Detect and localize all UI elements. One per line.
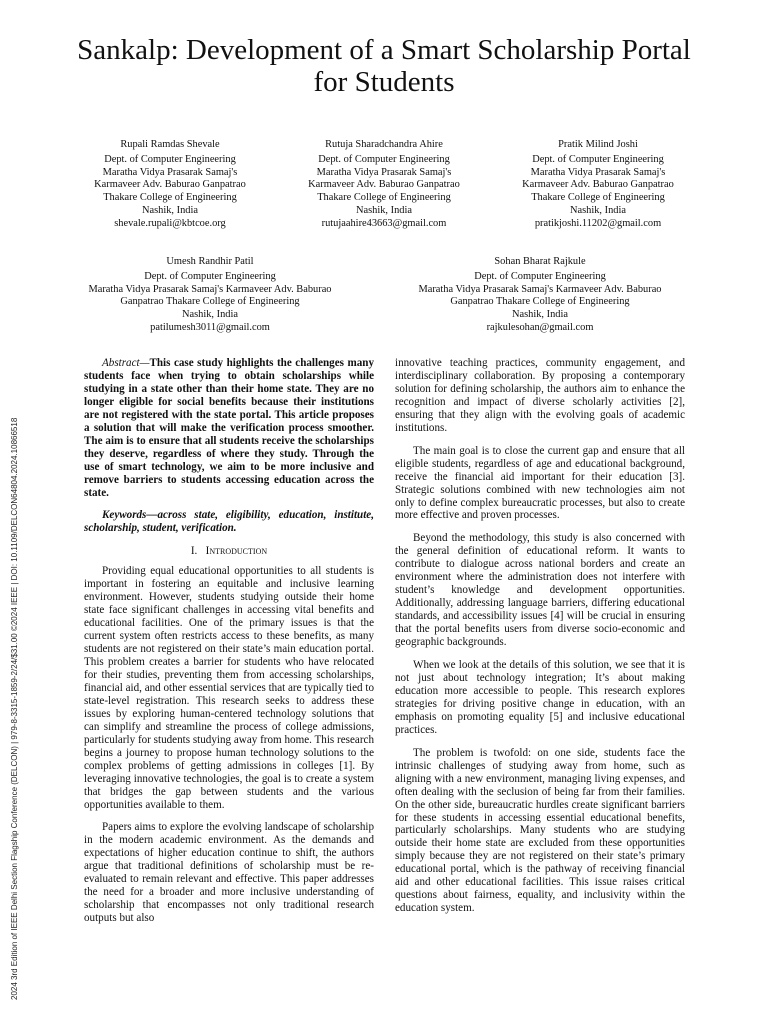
author-affiliation: Ganpatrao Thakare College of Engineering [450,296,630,308]
body-paragraph: innovative teaching practices, community engagement, and interdisciplinary collaboration. By proposing a contemporary solution for defining scholarship, the authors aim to enhance the recognition and impact of diverse scholarly activities [2], ensuring that they align with the evolving goals of academic institutions. [395,357,685,434]
author-affiliation: Thakare College of Engineering [103,192,237,204]
section-title: Introduction [205,545,268,558]
author-affiliation: Karmaveer Adv. Baburao Ganpatrao [308,179,460,191]
author-affiliation: Maratha Vidya Prasarak Samaj's [316,166,452,178]
body-paragraph: Papers aims to explore the evolving landscape of scholarship in the modern academic environment. As the demands and expectations of higher education continue to shift, the authors argue that traditional definitions of scholarship must be re-evaluated to remain relevant and effective. This paper addresses the need for a broader and more inclusive understanding of scholarship that encompasses not only traditional research outputs but also [84,821,374,925]
author-block [55,139,285,231]
author-affiliation: Maratha Vidya Prasarak Samaj's [530,166,666,178]
author-location: Nashik, India [570,204,626,216]
left-column [84,357,374,935]
doi-sidebar: 2024 3rd Edition of IEEE Delhi Section Flagship Conference (DELCON) | 979-8-3315-1859-2/24/$31.00 ©2024 IEEE | DOI: 10.1109/DELCON64804.2024.10866518 [10,417,19,1000]
author-name: Rutuja Sharadchandra Ahire [325,139,443,150]
author-affiliation: Dept. of Computer Engineering [144,270,276,282]
author-affiliation: Dept. of Computer Engineering [318,153,450,165]
author-email: patilumesh3011@gmail.com [150,321,270,333]
body-paragraph: Beyond the methodology, this study is also concerned with the general definition of educational reform. It wants to contribute to dialogue across national borders and create an environment where the administration does not interfere with student’s knowledge and development opportunities. Additionally, addressing language barriers, differing educational standards, and accessibility issues [4] will be crucial in ensuring that the portal benefits users from diverse socio-economic and geographic backgrounds. [395,532,685,649]
body-paragraph: When we look at the details of this solution, we see that it is not just about technology integration; It’s about making education more accessible to people. This research explores strategies for driving positive change in education, with an emphasis on promoting equality [5] and inclusive educational practices. [395,659,685,736]
author-affiliation: Thakare College of Engineering [531,192,665,204]
author-name: Pratik Milind Joshi [558,139,638,150]
author-block [390,256,690,335]
right-column [395,357,685,925]
body-paragraph: The problem is twofold: on one side, students face the intrinsic challenges of studying away from home, such as aligning with a new environment, managing living expenses, and often dealing with the seclusion of being far from their families. On the other side, bureaucratic hurdles create significant barriers for these students in accessing essential educational benefits, particularly scholarships. Many students who are studying outside their home state are excluded from these opportunities simply because they are not registered on their state’s primary educational portal, which is the pathway of receiving financial aid and other educational facilities. This issue raises critical questions about fairness, equality, and inclusivity within the education system. [395,746,685,915]
author-name: Rupali Ramdas Shevale [120,139,220,150]
author-affiliation: Thakare College of Engineering [317,192,451,204]
author-name: Sohan Bharat Rajkule [494,256,586,267]
author-affiliation: Maratha Vidya Prasarak Samaj's Karmaveer Adv. Baburao [88,283,332,295]
author-location: Nashik, India [142,204,198,216]
abstract [84,357,374,499]
keywords-text: across state, eligibility, education, institute, scholarship, student, verification. [84,509,374,535]
author-affiliation: Ganpatrao Thakare College of Engineering [120,296,300,308]
author-email: rajkulesohan@gmail.com [486,321,594,333]
author-affiliation: Maratha Vidya Prasarak Samaj's Karmaveer Adv. Baburao [418,283,662,295]
author-block [60,256,360,335]
body-paragraph: The main goal is to close the current gap and ensure that all eligible students, regardless of age and educational background, receive the financial aid important for their education [3]. Strategic solutions combined with new technologies aim not only to define complex bureaucratic processes, but also to create more effective and proven processes. [395,444,685,522]
author-email: rutujaahire43663@gmail.com [321,217,447,229]
author-block [269,139,499,231]
author-email: shevale.rupali@kbtcoe.org [114,217,226,229]
abstract-text: This case study highlights the challenges many students face when trying to obtain scholarships while studying in a state other than their home state. They are no longer eligible for social benefits because their institutions are not registered with the state portal. This article proposes a solution that will make the verification process smoother. The aim is to ensure that all students receive the scholarships they deserve, regardless of where they study. Through the use of smart technology, we aim to be more inclusive and remove barriers to students accessing education across the state. [84,357,374,499]
author-affiliation: Dept. of Computer Engineering [474,270,606,282]
section-heading [84,545,374,558]
author-location: Nashik, India [512,309,568,321]
author-location: Nashik, India [182,309,238,321]
keywords [84,509,374,535]
author-affiliation: Dept. of Computer Engineering [532,153,664,165]
author-email: pratikjoshi.11202@gmail.com [534,217,662,229]
author-affiliation: Maratha Vidya Prasarak Samaj's [102,166,238,178]
section-number: I. [190,545,198,558]
keywords-label: Keywords— [102,509,158,522]
author-affiliation: Karmaveer Adv. Baburao Ganpatrao [94,179,246,191]
abstract-label: Abstract— [102,357,150,369]
author-affiliation: Karmaveer Adv. Baburao Ganpatrao [522,179,674,191]
body-paragraph: Providing equal educational opportunities to all students is important in fostering an equitable and inclusive learning environment. However, students studying outside their home state face significant challenges in accessing vital benefits and educational facilities. One of the primary issues is that the current system often restricts access to these benefits, as many students are not registered on their state’s main education portal. This problem creates a barrier for students who have relocated for their studies, preventing them from accessing scholarships, financial aid, and other essential services that are typically tied to state-level registration. This research seeks to address these issues by exploring human-centered technology solutions that can simplify and streamline the process of college admissions, particularly for students studying away from home. This research begins a journey to propose human technology solutions to the complex problems of getting admissions in colleges [1]. By leveraging innovative technologies, the goal is to create a system that bridges the gap between students and the various opportunities available to them. [84,565,374,811]
author-location: Nashik, India [356,204,412,216]
author-affiliation: Dept. of Computer Engineering [104,153,236,165]
author-block [483,139,713,231]
author-name: Umesh Randhir Patil [166,256,254,267]
paper-title: Sankalp: Development of a Smart Scholarship Portal for Students [77,34,691,98]
